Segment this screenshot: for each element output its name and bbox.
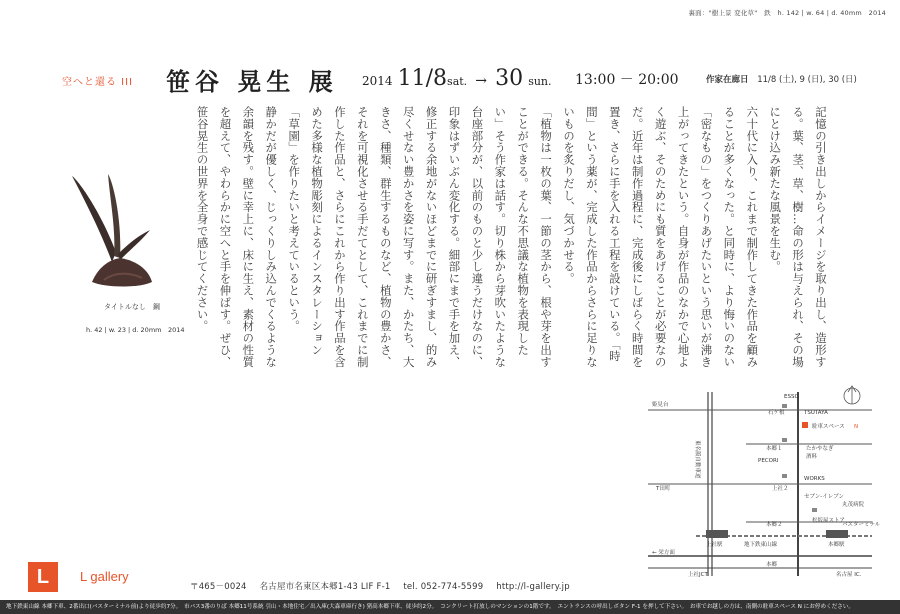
map-label-ueshi-station: 上社駅 (706, 542, 723, 548)
map-label-ueshi-jct: 上社JCT. (688, 572, 709, 578)
map-label-shoten: 酒料 (806, 454, 818, 460)
north-arrow-icon (844, 386, 860, 404)
artwork-dimensions: h. 42 | w. 23 | d. 20mm 2014 (86, 326, 185, 334)
artist-presence (706, 73, 857, 85)
year: 2014 (362, 74, 393, 88)
exhibition-title: 笹谷 晃生 展 (166, 67, 338, 96)
map-label-matsuzakaya: 松坂屋ストア (812, 518, 845, 524)
access-map (636, 380, 886, 580)
map-label-hongo-station: 本郷駅 (828, 542, 845, 548)
street-address: 名古屋市名東区本郷1-43 LIF F-1 (259, 582, 391, 592)
map-label-tika: T田町 (656, 486, 671, 492)
map-label-sugaribashi: 姫見台 (652, 402, 669, 408)
map-label-esso: ESSO (784, 394, 799, 400)
gallery-name: L gallery (80, 569, 129, 584)
map-label-hongo-ic: 名古屋 IC. (836, 572, 862, 578)
essay-text (196, 106, 832, 370)
map-label-tsutaya: TSUTAYA (804, 410, 828, 416)
map-label-marutome: 丸茂病院 (842, 502, 865, 508)
map-label-bus-terminal: バスターミナル (842, 522, 881, 528)
phone-number: tel. 052-774-5599 (403, 582, 484, 592)
gallery-location-icon (802, 422, 808, 428)
arrow-icon: → (475, 73, 487, 89)
postal-code: 〒465－0024 (190, 582, 247, 592)
essay-paragraph-1: 記憶の引き出しからイメージを取り出し、造形する。葉、茎、草、樹…命の形は与えられ、その場にとけ込み新たな風景を生む。 (768, 106, 828, 368)
essay-paragraph-3: 「植物は一枚の葉、一節の茎から、根や芽を出すことができる。そんな不思議な植物を表現したい」そう作家は話す。切り株から芽吹いたような台座部分が、以前のものと少し違うだけなのに、印象はずいぶん変化する。細部にまで手を加え、修正する余地がないほどまでに研ぎすまし、的み尽くせない豊かさを姿に写す。また、かたち、大きさ、種類、群生するものなど、植物の豊かさ、それを可視化させる手だてとして、これまでに制作した作品と、さらにこれから作り出す作品を含めた多様な植物彫刻によるインスタレーション「草園」を作りたいと考えているという。 (287, 106, 554, 368)
exhibition-dates (362, 66, 552, 91)
map-label-pecori: PECORI (758, 458, 779, 464)
essay-paragraph-2: 六十代に入り、これまで制作してきた作品を顧みることが多くなった。と同時に、より悔いのない「密なもの」をつくりあげたいという思いが沸き上がってきたという。自身が作品のなかで心地よく遊ぶ、そのためにも質をあげることが必要なのだ。近年は制作過程に、完成後にしばらく時間を置き、さらに手を入れる工程を設けている。「時間」という薬が、完成した作品からさらに足りないものを炙りだし、気づかせる。 (562, 106, 760, 368)
logo-letter: L (36, 565, 50, 588)
gallery-logo (28, 562, 58, 592)
essay-paragraph-4: 静かだが優しく、じっくりしみ込んでくるような余韻を残す。壁に幸上に、床に生え、素材の性質を超えて、やわらかに空へと手を伸ばす。ぜひ、笹谷晃生の世界を全身で感じてください。 (196, 106, 279, 368)
opening-hours: 13:00 － 20:00 (575, 72, 679, 88)
sculpture-image (64, 170, 156, 290)
start-date: 11/8 (397, 66, 448, 91)
start-day: sat. (447, 75, 468, 88)
map-label-north-marker: N (854, 424, 859, 430)
map-label-honsan2: 本郷２ (766, 522, 783, 528)
contact-info (190, 580, 580, 592)
series-title: 空へと還る III (62, 77, 134, 88)
map-label-ishigabe: 石ケ根 (768, 410, 785, 416)
map-label-seven: セブン-イレブン (804, 494, 845, 500)
map-label-expressway: 東名阪自動車道 (694, 440, 700, 479)
end-day: sun. (528, 75, 552, 88)
map-label-hongo: 本郷 (766, 562, 778, 568)
presence-label: 作家在廊日 (706, 75, 749, 85)
map-label-takanoya: たかやなぎ (806, 446, 834, 452)
end-date: 30 (495, 66, 524, 91)
access-directions: 地下鉄東山線 本郷下車、2番出口(バスターミナル前)より徒歩約7分。 市バス3番のりば 本郷11号系統 引山・本地住宅／出入庫(大森車庫行き) 猪高本郷下車、徒歩約2分。 コンクリート打放しのマンションの1階です。 エントランスの呼出しボタン F-1 を押して下さい。 お車でお越しの方は、南側の駐車スペース N にお停めください。 (0, 600, 900, 614)
map-label-to-sakae: ← 栄方面 (652, 550, 675, 556)
cover-caption: 裏面："樹上景 変化草" 鉄 h. 142 | w. 64 | d. 40mm 2014 (688, 9, 886, 17)
website-link[interactable]: http://l-gallery.jp (496, 582, 570, 592)
map-label-parking: 駐車スペース (812, 424, 845, 430)
map-label-honsan1: 本郷１ (766, 446, 783, 452)
presence-dates: 11/8 (土), 9 (日), 30 (日) (757, 75, 857, 85)
map-label-works: WORKS (804, 476, 825, 482)
artwork-title: タイトルなし 鋼 (104, 303, 160, 311)
map-label-subway-line: 地下鉄東山線 (744, 542, 778, 548)
map-label-ueshi2: 上社２ (772, 486, 789, 492)
